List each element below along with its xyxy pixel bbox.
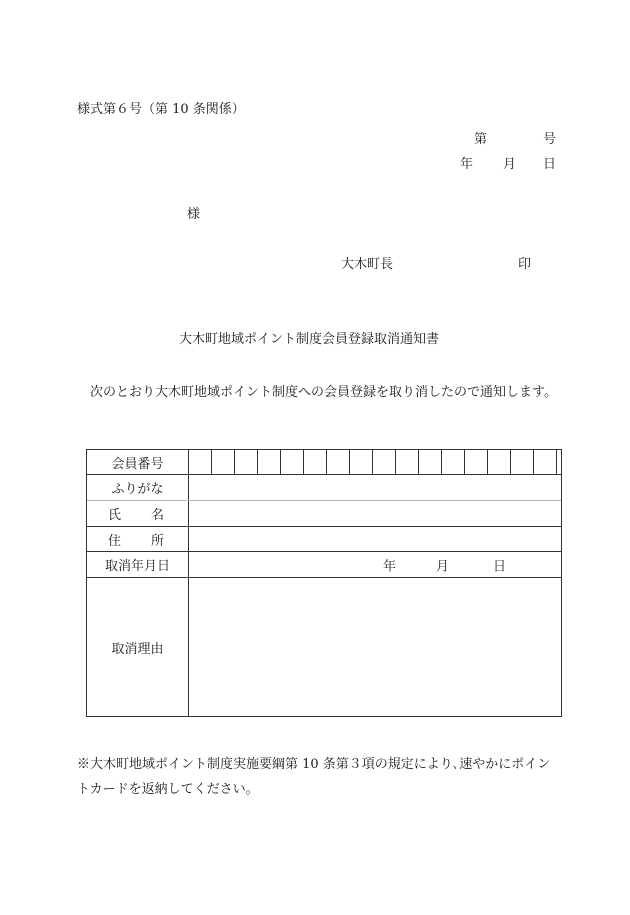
reason-field[interactable] (189, 578, 561, 716)
address-row (87, 527, 561, 552)
furigana-row (87, 475, 561, 501)
issue-date-year: 年 (460, 157, 474, 172)
member-number-digit-box[interactable] (281, 450, 304, 474)
member-number-digit-box[interactable] (465, 450, 488, 474)
document-number-prefix: 第 (474, 132, 488, 147)
issue-date-month: 月 (503, 157, 517, 172)
name-field[interactable] (189, 501, 561, 526)
furigana-field[interactable] (189, 475, 561, 500)
cancel-date-day: 日 (493, 559, 507, 574)
member-number-digit-box[interactable] (534, 450, 557, 474)
document-title: 大木町地域ポイント制度会員登録取消通知書 (179, 332, 440, 347)
member-number-digit-box[interactable] (189, 450, 212, 474)
member-number-digit-box[interactable] (419, 450, 442, 474)
member-number-digit-box[interactable] (488, 450, 511, 474)
member-number-digit-box[interactable] (327, 450, 350, 474)
recipient-honorific: 様 (187, 207, 201, 222)
reason-label: 取消理由 (87, 578, 189, 716)
furigana-label: ふりがな (87, 475, 189, 500)
cancel-date-label: 取消年月日 (87, 552, 189, 577)
cancel-date-year: 年 (383, 559, 397, 574)
body-text: 次のとおり大木町地域ポイント制度への会員登録を取り消したので通知します。 (90, 385, 557, 400)
issue-date-day: 日 (543, 157, 557, 172)
member-number-digit-box[interactable] (442, 450, 465, 474)
cancel-date-month: 月 (436, 559, 450, 574)
name-label: 氏 名 (87, 501, 189, 526)
member-number-digit-box[interactable] (212, 450, 235, 474)
member-number-digit-box[interactable] (396, 450, 419, 474)
member-number-label: 会員番号 (87, 450, 189, 474)
address-label: 住 所 (87, 527, 189, 551)
form-number: 様式第６号（第 10 条関係） (77, 102, 245, 117)
return-card-note: ※大木町地域ポイント制度実施要綱第 10 条第３項の規定により､速やかにポイントカードを返納してください。 (77, 757, 551, 797)
cancellation-form-table (86, 449, 562, 717)
document-number-suffix: 号 (543, 132, 557, 147)
member-number-digit-box[interactable] (235, 450, 258, 474)
issuer-name: 大木町長 (341, 257, 394, 272)
cancel-date-row (87, 552, 561, 578)
address-field[interactable] (189, 527, 561, 551)
seal-mark: 印 (518, 257, 532, 272)
member-number-digit-box[interactable] (373, 450, 396, 474)
member-number-digit-box[interactable] (511, 450, 534, 474)
member-number-digit-box[interactable] (258, 450, 281, 474)
cancel-date-field[interactable] (189, 552, 561, 577)
member-number-digit-box[interactable] (350, 450, 373, 474)
reason-row (87, 578, 561, 716)
member-number-boxes[interactable] (189, 450, 561, 474)
member-number-digit-box[interactable] (304, 450, 327, 474)
member-number-row (87, 450, 561, 475)
name-row (87, 501, 561, 527)
